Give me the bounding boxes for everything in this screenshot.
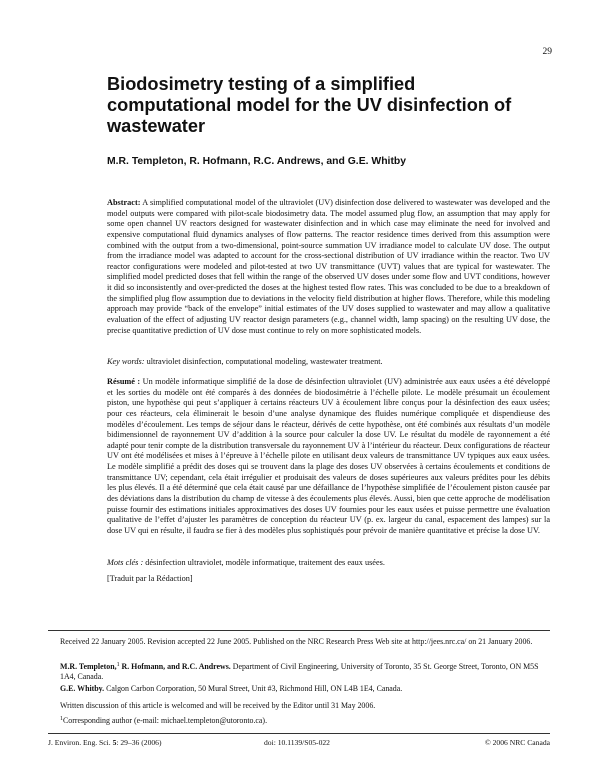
mots-cles [107,558,550,569]
corresponding-author-text: Corresponding author (e-mail: michael.templeton@utoronto.ca). [63,716,268,725]
resume-text: Un modèle informatique simplifié de la dose de désinfection ultraviolet (UV) administrée aux eaux usées a été développé et les sorties du modèle ont été comparés à des données de biodosimétrie à l’échelle pilote. Le modèle présumait un écoulement piston, une hypothèse qui peut s’appliquer à certains réacteurs UV à écoulement libre conçus pour la désinfection des eaux usées; pour ces réacteurs, cela éliminerait le besoin d’une analyse dynamique des fluides numérique compliquée et dispendieuse des modèles d’écoulement. Les temps de séjour dans le réacteur, dérivés de cette hypothèse, ont été combinés aux résultats d’un modèle bidimensionnel de rayonnement UV d’addition à la source pour calculer la dose UV. Le résultat du modèle de rayonnement a été adapté pour tenir compte de la distribution transversale du rayonnement UV à l’intérieur du réacteur. Deux configurations de réacteur UV ont été modélisées et mises à l’épreuve à l’échelle pilote en utilisant deux valeurs de transmittance UV typiques aux eaux usées. Le modèle simplifié a prédit des doses qui se trouvent dans la plage des doses UV observées à certains écoulements et conditions de transmittance UV; cependant, cela était irrégulier et produisait des valeurs de doses supérieures aux valeurs prédites pour les débits les plus élevés. Il a été déterminé que cela était causé par une défaillance de l’hypothèse simplifiée de l’écoulement piston causée par des déviations dans la distribution du champ de vitesse à des écoulements plus élevés. Aussi, bien que cette approche de modélisation puisse fournir des estimations initiales approximatives des doses UV fournies pour les eaux usées et puisse permettre une évaluation qualitative de l’effet d’ajuster les paramètres de conception du réacteur UV (p. ex. largeur du canal, espacement des lampes) sur la dose UV qui en résulte, il faudra se fier à des modèles plus sophistiqués pour prévoir de manière quantitative et précise la dose UV. [107,377,550,535]
abstract-text: A simplified computational model of the ultraviolet (UV) disinfection dose delivered to wastewater was developed and the model outputs were compared with pilot-scale biodosimetry data. The model assumed plug flow, an assumption that may apply for some open channel UV reactors designed for wastewater disinfection and in which case may eliminate the need for involved and expensive computational fluid dynamics analyses of flow patterns. The reactor residence times derived from this assumption were combined with the output from a two-dimensional, point-source summation UV irradiance model to calculate UV dose. The output from the irradiance model was adapted to account for the cross-sectional distribution of UV irradiance within the reactor. Two UV reactor configurations were modeled and pilot-tested at two UV transmittance (UVT) values that are typical for wastewater. The simplified model predicted doses that fell within the range of the observed UV doses under some flow and UVT conditions, however it did so inconsistently and over-predicted the doses at the highest tested flow rates. This was concluded to be due to a breakdown of the simplified plug flow assumption due to deviations in the velocity field distribution at higher flows. Therefore, while this modeling approach may provide “back of the envelope” initial estimates of the UV doses supplied to wastewater and may allow a qualitative evaluation of the effect of adjusting UV reactor design parameters (e.g., channel width, lamp spacing) on the resulting UV dose, the precise quantitative prediction of UV dose must continue to rely on more sophisticated models. [107,198,550,335]
footer-divider [48,733,550,734]
affiliation-2 [60,684,550,694]
keywords-label: Key words: [107,357,145,366]
affiliation-2-text: Calgon Carbon Corporation, 50 Mural Street, Unit #3, Richmond Hill, ON L4B 1E4, Canada. [106,684,403,693]
abstract-label: Abstract: [107,198,141,207]
journal-reference [48,738,162,747]
footnote-divider [48,630,550,631]
written-discussion-note: Written discussion of this article is welcomed and will be received by the Editor until 31 May 2006. [60,701,376,710]
affiliation-1-names: M.R. Templeton, [60,662,117,671]
article-title: Biodosimetry testing of a simplified computational model for the UV disinfection of wastewater [107,74,512,136]
doi: doi: 10.1139/S05-022 [264,738,330,747]
resume [107,377,550,536]
affiliation-1-names-cont: R. Hofmann, and R.C. Andrews. [119,662,231,671]
journal-pages: : 29–36 (2006) [116,738,162,747]
mots-cles-label: Mots clés : [107,558,144,567]
affiliation-1 [60,662,550,682]
journal-volume: 5 [112,738,117,747]
copyright: © 2006 NRC Canada [484,738,550,747]
affiliation-2-names: G.E. Whitby. [60,684,105,693]
author-list: M.R. Templeton, R. Hofmann, R.C. Andrews, and G.E. Whitby [107,156,407,167]
mots-cles-text: désinfection ultraviolet, modèle informatique, traitement des eaux usées. [145,558,385,567]
affiliation-1-text: Department of Civil Engineering, University of Toronto, 35 St. George Street, Toronto, ON M5S 1A4, Canada. [60,662,539,681]
corresponding-author-note [60,716,550,726]
received-note: Received 22 January 2005. Revision accepted 22 June 2005. Published on the NRC Research Press Web site at http://jees.nrc.ca/ on 21 January 2006. [60,637,533,646]
resume-label: Résumé : [107,377,141,386]
journal-name: J. Environ. Eng. Sci. [48,738,111,747]
corresponding-footnote-marker: 1 [60,716,63,722]
abstract [107,198,550,336]
page-number: 29 [542,47,552,57]
corresponding-marker: 1 [116,662,120,668]
keywords-text: ultraviolet disinfection, computational modeling, wastewater treatment. [146,357,383,366]
keywords [107,357,550,368]
translation-note: [Traduit par la Rédaction] [107,574,193,583]
